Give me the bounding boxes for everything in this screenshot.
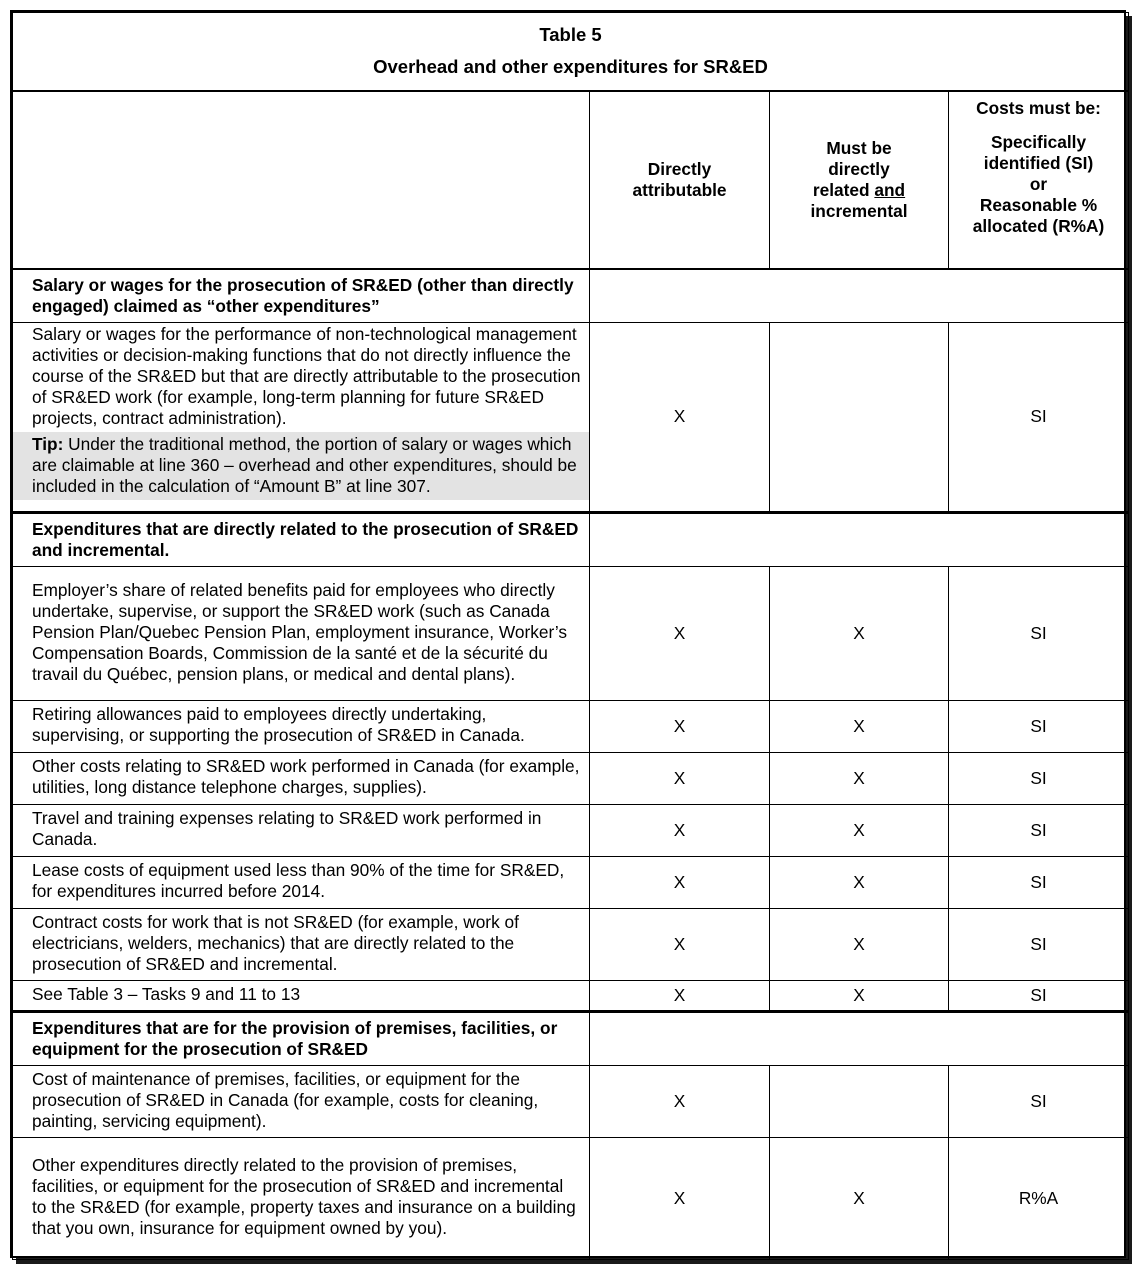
overhead-expenditures-table (12, 12, 1129, 1260)
row-description: Travel and training expenses relating to SR&ED work performed in Canada. (13, 804, 590, 856)
mark-related-incremental: X (770, 804, 949, 856)
mark-costs: SI (949, 856, 1129, 908)
mark-related-incremental: X (770, 980, 949, 1011)
mark-related-incremental: X (770, 908, 949, 980)
mark-related-incremental: X (770, 1137, 949, 1259)
table-row (13, 700, 1129, 752)
mark-costs: SI (949, 1065, 1129, 1137)
row-description: Salary or wages for the performance of non-technological management activities or decision-making functions that do not directly influence the course of the SR&ED but that are directly attributable to the prosecution of SR&ED work (for example, long-term planning for future SR&ED projects, contract administration). (32, 323, 581, 428)
table-row (13, 908, 1129, 980)
mark-costs: SI (949, 700, 1129, 752)
mark-directly-attributable: X (590, 322, 770, 512)
mark-directly-attributable: X (590, 566, 770, 700)
mark-costs: R%A (949, 1137, 1129, 1259)
table-row (13, 804, 1129, 856)
table-row (13, 566, 1129, 700)
tip-text: Under the traditional method, the portion of salary or wages which are claimable at line 360 – overhead and other expenditures, should be included in the calculation of “Amount B” at line 307. (32, 433, 577, 496)
table-title-cell (13, 13, 1129, 91)
mark-related-incremental: X (770, 566, 949, 700)
mark-costs: SI (949, 322, 1129, 512)
mark-directly-attributable: X (590, 752, 770, 804)
table-frame (10, 10, 1126, 1258)
table-title: Table 5 (539, 24, 602, 46)
section-heading-blank (590, 269, 1129, 323)
mark-costs: SI (949, 908, 1129, 980)
table-row (13, 1065, 1129, 1137)
row-description: Cost of maintenance of premises, facilities, or equipment for the prosecution of SR&ED in Canada (for example, costs for cleaning, painting, servicing equipment). (13, 1065, 590, 1137)
header-costs-si: Specifically identified (SI) (983, 131, 1094, 173)
row-description-cell (13, 322, 590, 512)
mark-directly-attributable: X (590, 1065, 770, 1137)
header-costs-ra: Reasonable % allocated (R%A) (972, 194, 1105, 236)
mark-related-incremental (770, 1065, 949, 1137)
table-subtitle: Overhead and other expenditures for SR&ED (373, 56, 768, 78)
section-heading-blank (590, 512, 1129, 566)
section-heading-salary: Salary or wages for the prosecution of SR&ED (other than directly engaged) claimed as “other expenditures” (13, 269, 590, 323)
mark-related-incremental (770, 322, 949, 512)
mark-costs: SI (949, 804, 1129, 856)
mark-costs: SI (949, 566, 1129, 700)
header-description (13, 91, 590, 269)
row-description: See Table 3 – Tasks 9 and 11 to 13 (13, 980, 590, 1011)
mark-related-incremental: X (770, 856, 949, 908)
header-costs-or: or (1029, 173, 1048, 194)
row-description: Lease costs of equipment used less than 90% of the time for SR&ED, for expenditures incurred before 2014. (13, 856, 590, 908)
mark-directly-attributable: X (590, 700, 770, 752)
row-description: Contract costs for work that is not SR&ED (for example, work of electricians, welders, mechanics) that are directly related to the prosecution of SR&ED and incremental. (13, 908, 590, 980)
mark-costs: SI (949, 980, 1129, 1011)
row-description: Other costs relating to SR&ED work performed in Canada (for example, utilities, long distance telephone charges, supplies). (13, 752, 590, 804)
table-row (13, 322, 1129, 512)
mark-directly-attributable: X (590, 856, 770, 908)
mark-directly-attributable: X (590, 980, 770, 1011)
section-heading-related-incremental: Expenditures that are directly related to the prosecution of SR&ED and incremental. (13, 512, 590, 566)
table-row (13, 1137, 1129, 1259)
table-row (13, 752, 1129, 804)
header-related-pre: Must be directly related (812, 137, 892, 200)
mark-directly-attributable: X (590, 1137, 770, 1259)
header-related-post: incremental (810, 200, 908, 221)
header-costs (949, 91, 1129, 269)
mark-directly-attributable: X (590, 908, 770, 980)
mark-directly-attributable: X (590, 804, 770, 856)
tip-box (13, 432, 589, 500)
mark-related-incremental: X (770, 752, 949, 804)
section-heading-blank (590, 1011, 1129, 1065)
table-row (13, 856, 1129, 908)
mark-related-incremental: X (770, 700, 949, 752)
row-description: Retiring allowances paid to employees directly undertaking, supervising, or supporting the prosecution of SR&ED in Canada. (13, 700, 590, 752)
mark-costs: SI (949, 752, 1129, 804)
tip-label: Tip: (32, 433, 64, 454)
header-costs-top: Costs must be: (976, 97, 1101, 118)
header-related-incremental (770, 91, 949, 269)
table-row (13, 980, 1129, 1011)
section-heading-premises: Expenditures that are for the provision of premises, facilities, or equipment for the prosecution of SR&ED (13, 1011, 590, 1065)
header-related-and: and (874, 179, 906, 200)
header-directly-attributable: Directly attributable (590, 91, 770, 269)
row-description: Other expenditures directly related to the provision of premises, facilities, or equipment for the prosecution of SR&ED and incremental to the SR&ED (for example, property taxes and insurance on a building that you own, insurance for equipment owned by you). (13, 1137, 590, 1259)
row-description: Employer’s share of related benefits paid for employees who directly undertake, supervise, or support the SR&ED work (such as Canada Pension Plan/Quebec Pension Plan, employment insurance, Worker’s Compensation Boards, Commission de la santé et de la sécurité du travail du Québec, pension plans, or medical and dental plans). (13, 566, 590, 700)
